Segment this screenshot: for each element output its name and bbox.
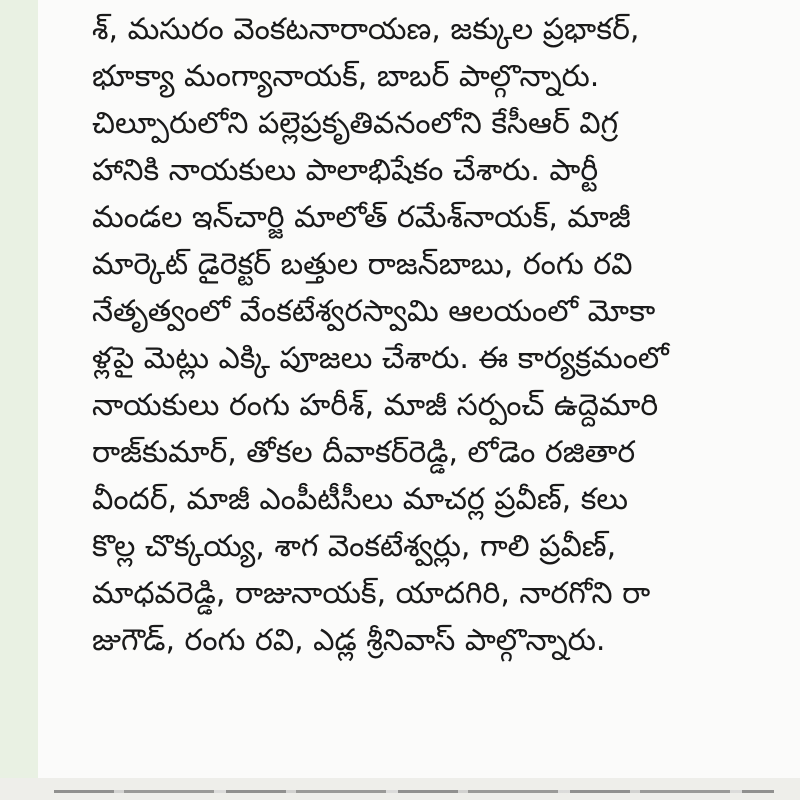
text-line: మార్కెట్ డైరెక్టర్ బత్తుల రాజన్‌బాబు, రంగు రవి bbox=[92, 247, 633, 282]
article-text bbox=[92, 6, 782, 664]
text-line: కొల్ల చొక్కయ్య, శాగ వెంకటేశ్వర్లు, గాలి ప్రవీణ్, bbox=[92, 529, 617, 564]
text-line: రాజ్‌కుమార్, తోకల దీవాకర్‌రెడ్డి, లోడెం రజితార bbox=[92, 435, 636, 470]
text-line: వీందర్, మాజీ ఎంపీటీసీలు మాచర్ల ప్రవీణ్, కలు bbox=[92, 482, 629, 517]
text-line: మాధవరెడ్డి, రాజునాయక్, యాదగిరి, నారగోని రా bbox=[92, 576, 651, 611]
text-line: భూక్యా మంగ్యానాయక్, బాబర్ పాల్గొన్నారు. bbox=[92, 59, 600, 94]
text-line: ళ్లపై మెట్లు ఎక్కి పూజలు చేశారు. ఈ కార్యక్రమంలో bbox=[92, 341, 669, 376]
left-margin-strip bbox=[0, 0, 38, 778]
text-line: జుగౌడ్, రంగు రవి, ఎడ్ల శ్రీనివాస్ పాల్గొన్నారు. bbox=[92, 623, 606, 658]
text-line: హానికి నాయకులు పాలాభిషేకం చేశారు. పార్టీ bbox=[92, 153, 599, 188]
text-line: నేతృత్వంలో వేంకటేశ్వరస్వామి ఆలయంలో మోకా bbox=[92, 294, 656, 329]
text-line: మండల ఇన్‌చార్జి మాలోత్ రమేశ్‌నాయక్, మాజీ bbox=[92, 200, 631, 235]
text-line: చిల్పూరులోని పల్లెప్రకృతివనంలోని కేసీఆర్ విగ్ర bbox=[92, 106, 619, 141]
bottom-strip bbox=[0, 778, 800, 800]
bottom-rule bbox=[54, 790, 774, 793]
text-line: శ్, మసురం వెంకటనారాయణ, జక్కుల ప్రభాకర్, bbox=[92, 12, 640, 47]
text-line: నాయకులు రంగు హరీశ్, మాజీ సర్పంచ్ ఉద్దెమారి bbox=[92, 388, 659, 423]
